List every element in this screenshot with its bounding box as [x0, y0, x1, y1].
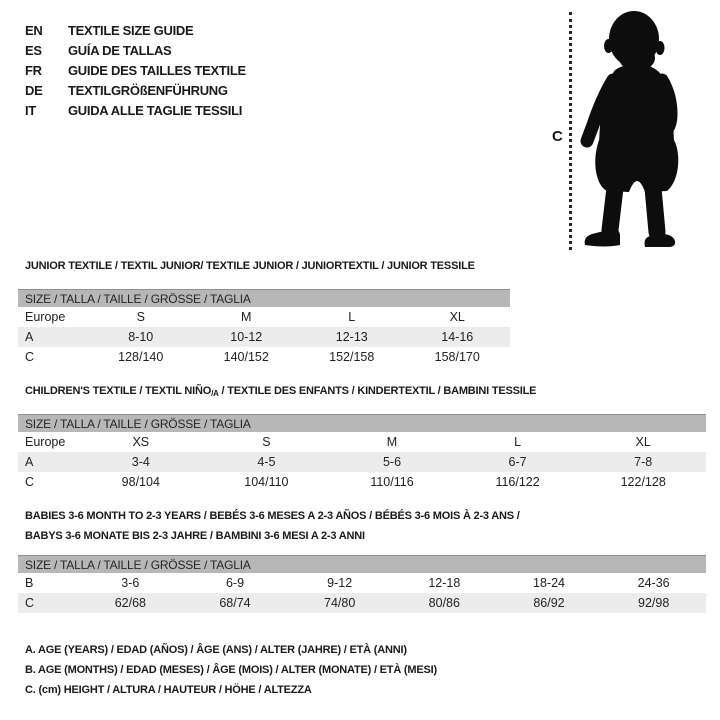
age-cell: 4-5: [257, 455, 276, 469]
title-part: / TEXTILE DES ENFANTS / KINDERTEXTIL / BAMBINI TESSILE: [218, 385, 537, 397]
row-label: Europe: [25, 435, 66, 449]
language-code: ES: [25, 43, 42, 58]
row-label: C: [25, 596, 35, 610]
size-cell: L: [348, 310, 356, 324]
height-cell: 68/74: [219, 596, 251, 610]
height-cell: 86/92: [533, 596, 565, 610]
table-row-age: [18, 452, 706, 472]
language-title: TEXTILE SIZE GUIDE: [68, 23, 194, 38]
height-cell: 152/158: [329, 350, 375, 364]
babies-title-line1: BABIES 3-6 MONTH TO 2-3 YEARS / BEBÉS 3-6 MESES A 2-3 AÑOS / BÉBÉS 3-6 MOIS À 2-3 ANS /: [25, 510, 520, 522]
table-header: SIZE / TALLA / TAILLE / GRÖSSE / TAGLIA: [18, 555, 706, 573]
row-label: C: [25, 350, 35, 364]
table-row-height: [18, 593, 706, 613]
note-b-age-months: B. AGE (MONTHS) / EDAD (MESES) / ÂGE (MOIS) / ALTER (MONATE) / ETÀ (MESI): [25, 664, 437, 676]
table-row-age: [18, 327, 510, 347]
age-cell: 3-6: [121, 576, 140, 590]
table-row-europe: [18, 432, 706, 452]
height-cell: 62/68: [114, 596, 146, 610]
size-cell: XL: [449, 310, 465, 324]
table-row-age-months: [18, 573, 706, 593]
age-cell: 9-12: [327, 576, 353, 590]
row-label: B: [25, 576, 34, 590]
height-cell: 140/152: [223, 350, 269, 364]
language-row: [25, 81, 246, 101]
age-cell: 12-18: [428, 576, 461, 590]
age-cell: 5-6: [382, 455, 402, 469]
language-code: EN: [25, 23, 43, 38]
junior-size-table: [18, 289, 510, 367]
height-cell: 116/122: [495, 475, 540, 489]
table-header: SIZE / TALLA / TAILLE / GRÖSSE / TAGLIA: [18, 289, 510, 307]
row-label: A: [25, 330, 34, 344]
children-size-table: [18, 414, 706, 492]
language-title: GUIDA ALLE TAGLIE TESSILI: [68, 103, 243, 118]
babies-size-table: [18, 555, 706, 613]
age-cell: 6-7: [508, 455, 527, 469]
height-cell: 158/170: [434, 350, 480, 364]
babies-title-line2: BABYS 3-6 MONATE BIS 2-3 JAHRE / BAMBINI 3-6 MESI A 2-3 ANNI: [25, 530, 365, 542]
language-row: [25, 61, 246, 81]
children-section-title: [25, 384, 536, 401]
title-subscript: /A: [211, 389, 219, 398]
language-title: TEXTILGRÖßENFÜHRUNG: [68, 83, 228, 98]
height-cell: 104/110: [244, 475, 289, 489]
language-code: FR: [25, 63, 42, 78]
age-cell: 12-13: [335, 330, 368, 344]
babies-section-title: [25, 506, 520, 546]
age-cell: 8-10: [128, 330, 154, 344]
table-row-height: [18, 347, 510, 367]
height-cell: 92/98: [638, 596, 670, 610]
age-cell: 14-16: [441, 330, 474, 344]
height-cell: 110/116: [370, 475, 414, 489]
age-cell: 6-9: [225, 576, 245, 590]
note-a-age-years: A. AGE (YEARS) / EDAD (AÑOS) / ÂGE (ANS) / ALTER (JAHRE) / ETÀ (ANNI): [25, 644, 407, 656]
age-cell: 18-24: [533, 576, 565, 590]
size-cell: S: [262, 435, 271, 449]
height-cell: 122/128: [620, 475, 666, 489]
height-cell: 98/104: [121, 475, 160, 489]
note-c-height: C. (cm) HEIGHT / ALTURA / HAUTEUR / HÖHE / ALTEZZA: [25, 684, 312, 696]
measure-label-c: C: [552, 128, 563, 145]
size-cell: S: [136, 310, 145, 324]
table-header: SIZE / TALLA / TAILLE / GRÖSSE / TAGLIA: [18, 414, 706, 432]
height-dotted-line: [569, 12, 572, 250]
language-row: [25, 21, 246, 41]
row-label: Europe: [25, 310, 66, 324]
height-measure-figure: [540, 4, 715, 256]
height-cell: 80/86: [428, 596, 460, 610]
table-row-europe: [18, 307, 510, 327]
height-cell: 128/140: [118, 350, 164, 364]
height-cell: 74/80: [324, 596, 356, 610]
language-title: GUIDE DES TAILLES TEXTILE: [68, 63, 246, 78]
language-row: [25, 41, 246, 61]
language-code: DE: [25, 83, 43, 98]
age-cell: 10-12: [230, 330, 263, 344]
junior-section-title: JUNIOR TEXTILE / TEXTIL JUNIOR/ TEXTILE JUNIOR / JUNIORTEXTIL / JUNIOR TESSILE: [25, 260, 475, 272]
row-label: C: [25, 475, 35, 489]
size-cell: XS: [132, 435, 150, 449]
row-label: A: [25, 455, 34, 469]
toddler-silhouette-icon: [580, 5, 710, 255]
age-cell: 3-4: [131, 455, 150, 469]
table-row-height: [18, 472, 706, 492]
language-list: [25, 21, 246, 121]
age-cell: 7-8: [634, 455, 653, 469]
size-cell: M: [241, 310, 252, 324]
size-cell: M: [386, 435, 398, 449]
age-cell: 24-36: [637, 576, 670, 590]
size-cell: XL: [635, 435, 651, 449]
language-title: GUÍA DE TALLAS: [68, 43, 172, 58]
language-code: IT: [25, 103, 36, 118]
title-part: CHILDREN'S TEXTILE / TEXTIL NIÑO: [25, 385, 212, 397]
language-row: [25, 101, 246, 121]
size-cell: L: [514, 435, 522, 449]
